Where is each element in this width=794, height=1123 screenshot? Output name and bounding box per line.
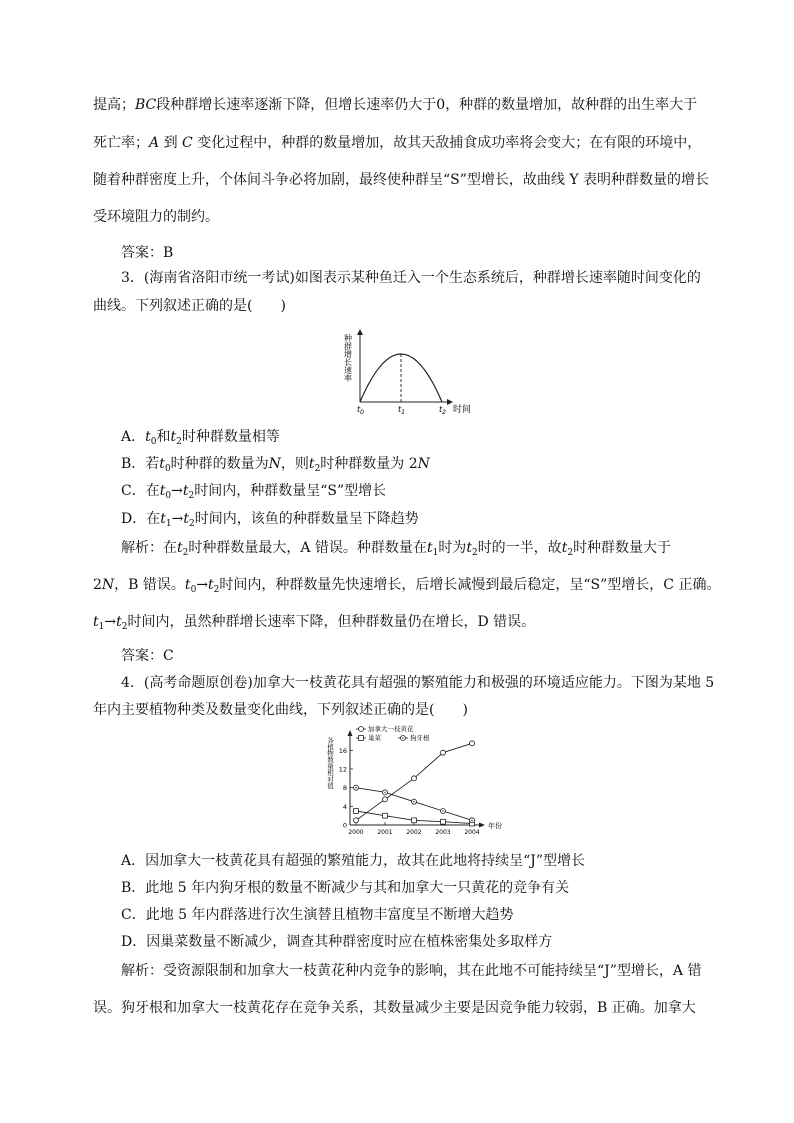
q3-figure (335, 328, 485, 420)
q3-t1-label: $t_1$ (398, 405, 405, 416)
para-line-3: 随着种群密度上升，个体间斗争必将加剧，最终使种群呈“S”型增长，故曲线 Y 表明种群数量的增长 (93, 172, 710, 188)
q4-x-tick-label: 2003 (435, 829, 451, 836)
q4-point-s1 (441, 819, 446, 824)
q4-stem-2: 年内主要植物种类及数量变化曲线，下列叙述正确的是( ) (93, 702, 468, 718)
q4-point-s2-center (471, 820, 472, 821)
q4-legend-label: 加拿大一枝黄花 (368, 725, 414, 733)
q4-stem-1: 4．(高考命题原创卷)加拿大一枝黄花具有超强的繁殖能力和极强的环境适应能力。下图为某地 5 (121, 675, 715, 691)
para-line-2: 死亡率；A 到 C 变化过程中，种群的数量增加，故其天敌捕食成功率将会变大；在有限的环境中， (93, 135, 702, 151)
q4-point-s1 (412, 818, 417, 823)
q3-t0-label: $t_0$ (357, 405, 364, 416)
q4-option-b: B．此地 5 年内狗牙根的数量不断减少与其和加拿大一只黄花的竞争有关 (121, 880, 570, 896)
answer-2: 答案：B (121, 245, 174, 261)
q4-y-tick-label: 0 (342, 821, 347, 830)
q4-x-tick-label: 2001 (377, 829, 393, 836)
q3-explanation-2: 2N，B 错误。$t_0\to t_2$时间内，种群数量先快速增长，后增长减慢到最后稳定，呈“S”型增长，C 正确。 (93, 577, 721, 595)
q4-point-s0 (383, 797, 388, 802)
q3-stem-1: 3．(海南省洛阳市统一考试)如图表示某种鱼迁入一个生态系统后，种群增长速率随时间变化的 (121, 270, 701, 286)
q4-y-tick-label: 8 (342, 784, 347, 793)
q3-option-b: B．若$t_0$时种群的数量为N，则$t_2$时种群数量为 2N (121, 456, 430, 474)
q4-point-s2-center (413, 801, 414, 802)
q4-point-s0 (354, 818, 359, 823)
q4-point-s2-center (355, 787, 356, 788)
q4-point-s0 (412, 776, 417, 781)
q4-option-c: C．此地 5 年内群落进行次生演替且植物丰富度呈不断增大趋势 (121, 907, 514, 923)
q4-point-s0 (441, 750, 446, 755)
q4-point-s1 (354, 809, 359, 814)
q4-option-d: D．因巢菜数量不断减少，调查其种群密度时应在植株密集处多取样方 (121, 934, 553, 950)
q4-y-arrow (348, 730, 353, 736)
q3-option-d: D．在$t_1\to t_2$时间内，该鱼的种群数量呈下降趋势 (121, 511, 419, 529)
q3-y-arrow (357, 329, 363, 335)
q4-legend-marker-center (402, 737, 403, 738)
q4-explanation-1: 解析：受资源限制和加拿大一枝黄花种内竞争的影响，其在此地不可能持续呈“J”型增长，A 错 (121, 963, 702, 979)
q4-y-tick-label: 16 (338, 746, 347, 755)
q4-x-label: 年份 (488, 822, 502, 830)
q4-legend (356, 725, 430, 742)
para-line-4: 受环境阻力的制约。 (93, 209, 219, 225)
para-line-1: 提高；BC段种群增长速率逐渐下降，但增长速率仍大于0，种群的数量增加，故种群的出生率大于 (93, 97, 698, 113)
q4-legend-marker (359, 727, 364, 732)
q4-legend-marker (359, 736, 364, 741)
q3-explanation-3: $t_1\to t_2$时间内，虽然种群增长速率下降，但种群数量仍在增长，D 错误。 (93, 614, 536, 632)
q3-explanation-1: 解析：在$t_2$时种群数量最大，A 错误。种群数量在$t_1$时为$t_2$时的一半，故$t_2$时种群数量大于 (121, 540, 672, 558)
q4-legend-label: 狗牙根 (410, 734, 430, 742)
q4-point-s2-center (442, 810, 443, 811)
q4-x-tick-label: 2002 (406, 829, 422, 836)
q4-legend-label: 巢菜 (368, 734, 381, 742)
q4-point-s2-center (384, 792, 385, 793)
q4-x-arrow (479, 823, 485, 828)
q4-explanation-2: 误。狗牙根和加拿大一枝黄花存在竞争关系，其数量减少主要是因竞争能力较弱，B 正确。加拿大 (93, 1000, 696, 1016)
q4-option-a: A．因加拿大一枝黄花具有超强的繁殖能力，故其在此地将持续呈“J”型增长 (121, 853, 586, 869)
q4-x-tick-label: 2004 (464, 829, 480, 836)
q3-t2-label: $t_2$ (439, 405, 446, 416)
q4-point-s1 (383, 813, 388, 818)
q3-y-label: 种群增长速率 (343, 334, 353, 382)
q3-option-a: A．$t_0$和$t_2$时种群数量相等 (121, 429, 280, 447)
answer-3: 答案：C (121, 648, 174, 664)
q4-point-s0 (470, 741, 475, 746)
q3-option-c: C．在$t_0\to t_2$时间内，种群数量呈“S”型增长 (121, 483, 387, 501)
q3-x-label: 时间 (453, 405, 472, 415)
q4-y-tick-label: 4 (342, 802, 347, 811)
q4-chart (316, 725, 506, 843)
q4-x-tick-label: 2000 (348, 829, 364, 836)
q3-stem-2: 曲线。下列叙述正确的是( ) (93, 298, 286, 314)
q4-y-tick-label: 12 (338, 765, 347, 774)
q4-series-line-0 (356, 743, 472, 820)
q4-y-label: 各植物数量相对值 (326, 737, 334, 789)
